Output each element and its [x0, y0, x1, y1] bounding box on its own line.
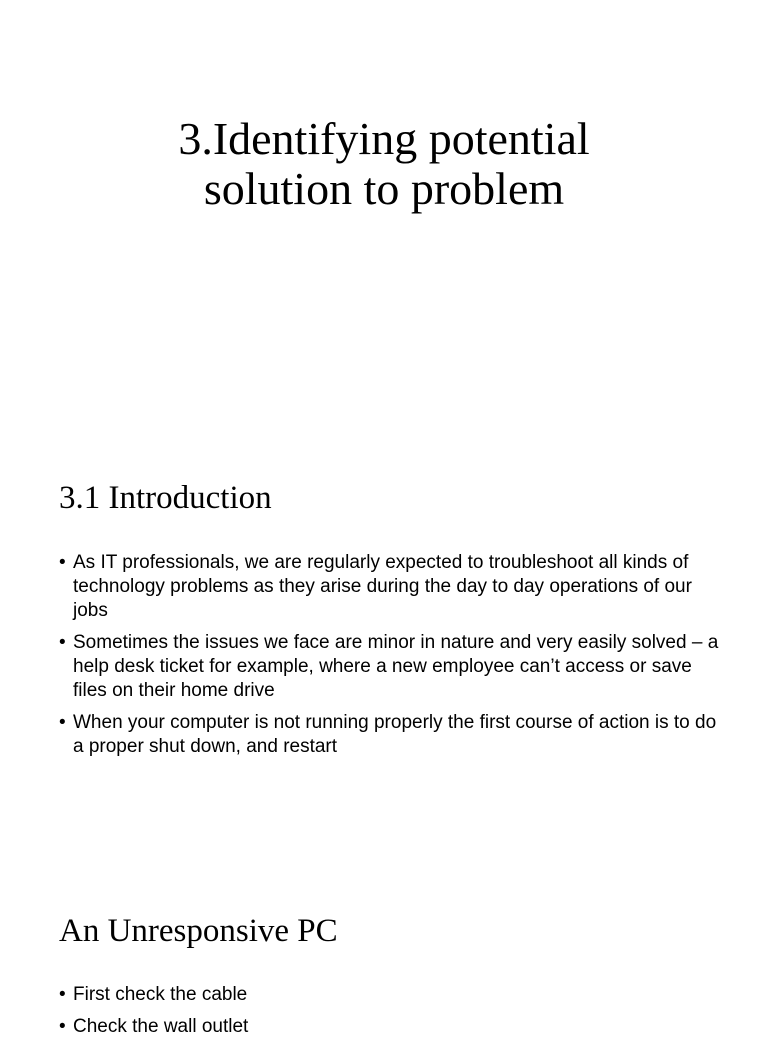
bullet-text: When your computer is not running properly the first course of action is to do a proper shut down, and restart [73, 712, 717, 757]
title-slide [0, 0, 768, 434]
bullet-text: Check the wall outlet [73, 1016, 249, 1037]
list-item [59, 711, 719, 759]
bullet-icon: • [59, 712, 66, 733]
bullet-icon: • [59, 984, 66, 1005]
bullet-text: As IT professionals, we are regularly expected to troubleshoot all kinds of technology problems as they arise during the day to day operations of our jobs [73, 552, 692, 621]
bullet-icon: • [59, 552, 66, 573]
slide-title-line-2: solution to problem [203, 163, 565, 214]
list-item [59, 551, 719, 623]
slide-title [0, 114, 768, 214]
unresponsive-pc-heading: An Unresponsive PC [59, 913, 338, 949]
bullet-icon: • [59, 1016, 66, 1037]
bullet-text: Sometimes the issues we face are minor in nature and very easily solved – a help desk ticket for example, where a new employee can’t access or save files on their home drive [73, 632, 719, 701]
list-item [59, 983, 719, 1007]
bullet-icon: • [59, 632, 66, 653]
introduction-bullet-list [59, 551, 719, 767]
introduction-heading: 3.1 Introduction [59, 480, 272, 516]
list-item [59, 631, 719, 703]
unresponsive-pc-bullet-list [59, 983, 719, 1047]
list-item [59, 1015, 719, 1039]
slide-title-line-1: 3.Identifying potential [178, 113, 590, 164]
bullet-text: First check the cable [73, 984, 248, 1005]
